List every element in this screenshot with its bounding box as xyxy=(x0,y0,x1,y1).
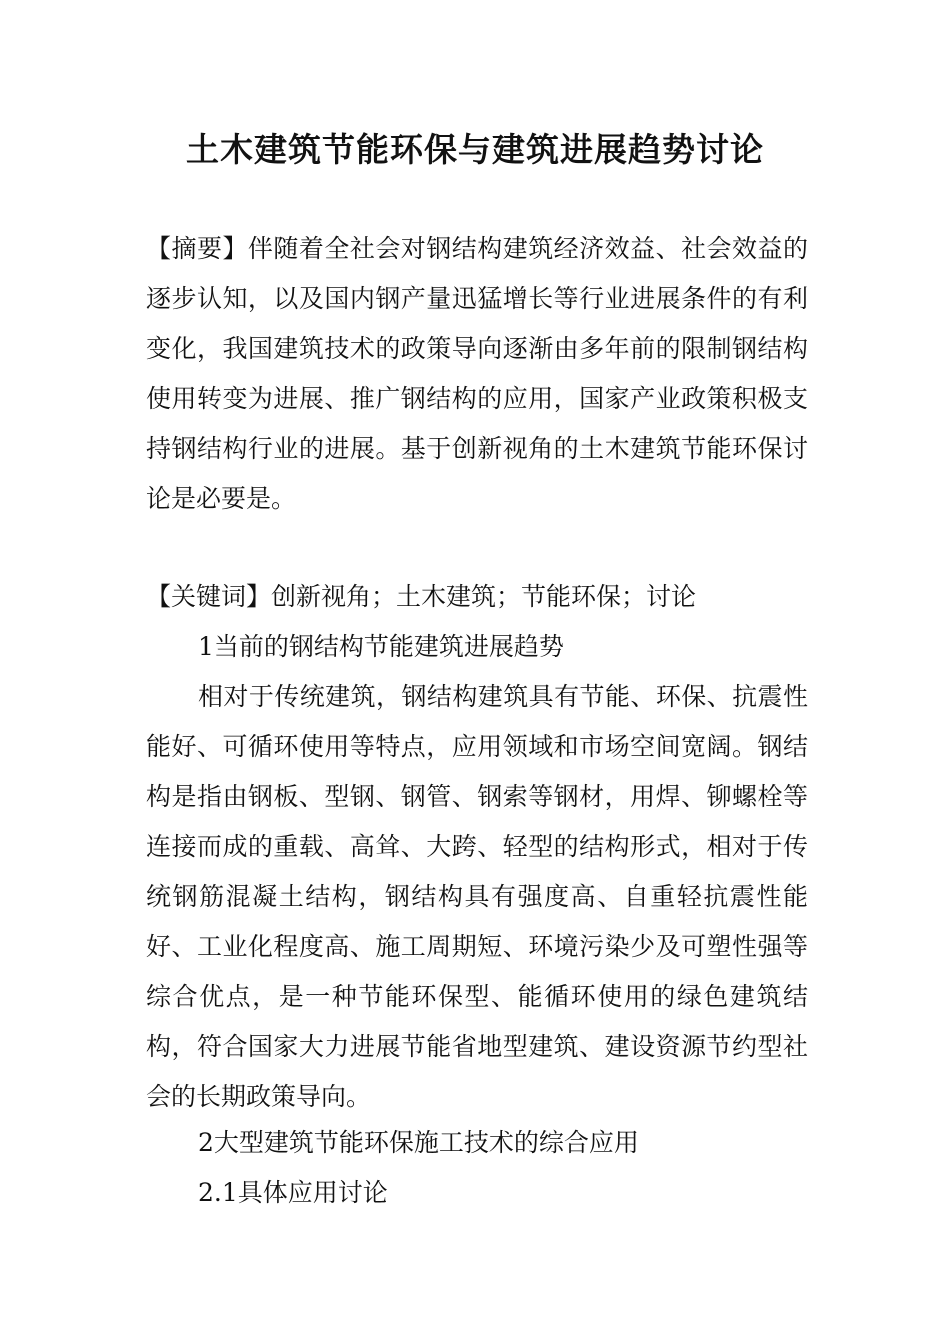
section-2-heading: 2大型建筑节能环保施工技术的综合应用 xyxy=(198,1128,639,1157)
section-2-1-heading: 2.1具体应用讨论 xyxy=(198,1178,388,1207)
abstract-paragraph: 【摘要】伴随着全社会对钢结构建筑经济效益、社会效益的逐步认知，以及国内钢产量迅猛增长等行业进展条件的有利变化，我国建筑技术的政策导向逐渐由多年前的限制钢结构使用转变为进展、推广钢结构的应用，国家产业政策积极支持钢结构行业的进展。基于创新视角的土木建筑节能环保讨论是必要是。 xyxy=(146,234,808,513)
section-1-paragraph: 相对于传统建筑，钢结构建筑具有节能、环保、抗震性能好、可循环使用等特点，应用领域和市场空间宽阔。钢结构是指由钢板、型钢、钢管、钢索等钢材，用焊、铆螺栓等连接而成的重载、高耸、大跨、轻型的结构形式，相对于传统钢筋混凝土结构，钢结构具有强度高、自重轻抗震性能好、工业化程度高、施工周期短、环境污染少及可塑性强等综合优点，是一种节能环保型、能循环使用的绿色建筑结构，符合国家大力进展节能省地型建筑、建设资源节约型社会的长期政策导向。 xyxy=(146,682,808,1111)
keywords-line: 【关键词】创新视角；土木建筑；节能环保；讨论 xyxy=(146,582,697,611)
section-1-heading: 1当前的钢结构节能建筑进展趋势 xyxy=(198,632,564,661)
document-title: 土木建筑节能环保与建筑进展趋势讨论 xyxy=(186,130,764,169)
